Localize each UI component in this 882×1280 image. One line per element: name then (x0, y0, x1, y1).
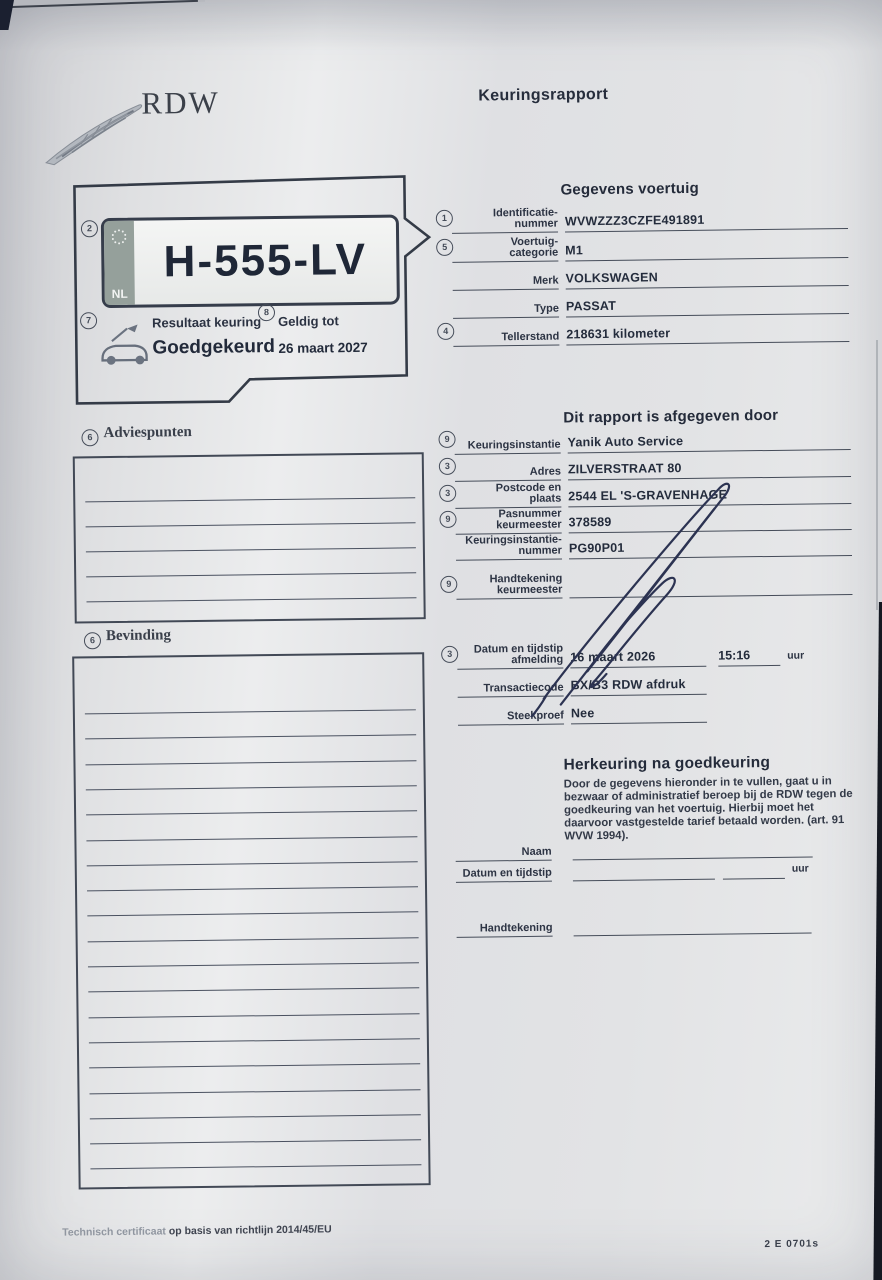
ruled-line (86, 810, 417, 815)
field-value: M1 (565, 240, 848, 261)
country-code: NL (111, 286, 128, 301)
field-value: 16 maart 2026 (570, 649, 706, 669)
badge-3: 3 (439, 458, 456, 475)
ruled-line (85, 497, 415, 502)
license-plate (101, 214, 400, 308)
ruled-line (86, 522, 416, 527)
ruled-line (87, 886, 418, 891)
field-value: PASSAT (566, 296, 849, 317)
field-row-steekproef (442, 685, 854, 726)
plate-number: H-555-LV (163, 234, 368, 287)
field-label: Postcode en plaats (455, 483, 561, 509)
findings-box (72, 652, 430, 1189)
valid-until-value: 26 maart 2027 (278, 339, 368, 356)
badge-5: 5 (436, 239, 453, 256)
field-label: Transactiecode (458, 682, 564, 698)
rdw-logo-text: RDW (141, 84, 220, 121)
badge-4: 4 (437, 323, 454, 340)
page-title: Keuringsrapport (478, 85, 609, 105)
field-row-handtekening (444, 897, 856, 938)
ruled-line (89, 1063, 420, 1068)
field-value: ZILVERSTRAAT 80 (568, 459, 851, 480)
eu-stars-icon (110, 228, 128, 246)
ruled-line (85, 709, 416, 714)
field-label: Keuringsinstantie (455, 439, 561, 455)
vehicle-section-heading: Gegevens voertuig (560, 179, 700, 199)
time-value: 15:16 (718, 648, 780, 667)
field-value: PG90P01 (569, 538, 852, 559)
issuer-section-heading: Dit rapport is afgegeven door (563, 406, 779, 427)
ruled-line (90, 1139, 421, 1144)
badge-7: 7 (80, 312, 97, 329)
field-label: Voertuig- categorie (452, 237, 558, 263)
field-label: Steekproef (458, 710, 564, 726)
field-value: 378589 (568, 512, 851, 533)
field-value: 2544 EL 'S-GRAVENHAGE (568, 486, 851, 507)
badge-6-findings: 6 (84, 632, 101, 649)
field-label: Pasnummer keurmeester (455, 509, 561, 535)
time-line (723, 864, 785, 880)
ruled-line (90, 1089, 421, 1094)
field-label: Tellerstand (453, 331, 559, 347)
field-label: Handtekening keurmeester (456, 574, 562, 600)
badge-3: 3 (441, 646, 458, 663)
time-unit: uur (787, 649, 805, 662)
badge-2: 2 (81, 220, 98, 237)
field-row-datum-tijdstip (444, 842, 856, 883)
ruled-line (87, 597, 417, 602)
ruled-line (86, 572, 416, 577)
badge-9: 9 (439, 511, 456, 528)
badge-8: 8 (258, 304, 275, 321)
ruled-line (85, 760, 416, 765)
ruled-line (86, 836, 417, 841)
ruled-line (86, 547, 416, 552)
field-value: VOLKSWAGEN (566, 268, 849, 289)
ruled-line (88, 937, 419, 942)
license-plate-country-band (104, 221, 135, 305)
field-label: Naam (456, 846, 552, 862)
paper-right-edge-shadow (876, 340, 878, 610)
ruled-line (88, 988, 419, 993)
ruled-line (89, 1013, 420, 1018)
reinspection-body: Door de gegevens hieronder in te vullen, gaat u in bezwaar of administratief beroep bij de RDW tegen de goedkeuring van het voertuig. Hierbij moet het daarvoor vastgestelde tarief betaald worden. (art. 91 WVW 1994). (563, 775, 853, 843)
ruled-line (90, 1165, 421, 1170)
reinspection-heading: Herkeuring na goedkeuring (563, 753, 771, 774)
valid-until-label: Geldig tot (278, 313, 339, 329)
field-value (573, 863, 715, 882)
ruled-line (85, 735, 416, 740)
ruled-line (87, 912, 418, 917)
field-row-keuringsinstantienummer (440, 520, 852, 561)
car-inspection-icon (96, 321, 155, 368)
rdw-logo-icon (41, 93, 152, 169)
field-label: Keuringsinstantie- nummer (456, 535, 562, 561)
form-code: 2 E 0701s (764, 1238, 820, 1251)
ruled-line (86, 785, 417, 790)
ruled-line (87, 861, 418, 866)
footer-certificate-text: Technisch certificaat op basis van richtlijn 2014/45/EU (62, 1223, 332, 1239)
badge-3: 3 (439, 485, 456, 502)
ruled-line (90, 1114, 421, 1119)
time-unit: uur (791, 862, 809, 875)
result-value: Goedgekeurd (152, 336, 276, 359)
advice-section-label: Adviespunten (103, 424, 192, 442)
findings-section-label: Bevinding (105, 627, 172, 645)
field-value: Nee (571, 705, 707, 725)
field-label: Handtekening (456, 922, 552, 938)
badge-9: 9 (438, 431, 455, 448)
ruled-line (89, 1038, 420, 1043)
field-row-handtekening-keurmeester (440, 559, 852, 600)
field-value (573, 916, 811, 936)
field-value: BX/B3 RDW afdruk (570, 677, 706, 697)
field-row-tellerstand (437, 306, 849, 347)
result-label: Resultaat keuring (152, 314, 262, 331)
field-label: Type (453, 303, 559, 319)
field-label: Adres (455, 466, 561, 482)
field-label: Datum en tijdstip (456, 867, 552, 883)
field-value: 218631 kilometer (566, 324, 849, 345)
badge-6-advice: 6 (81, 429, 98, 446)
field-label: Datum en tijdstip afmelding (457, 644, 563, 670)
field-label: Identificatie- nummer (452, 208, 558, 234)
ruled-line (88, 962, 419, 967)
badge-9: 9 (440, 576, 457, 593)
field-label: Merk (453, 275, 559, 291)
advice-box (73, 452, 426, 623)
signature-line (569, 578, 852, 598)
badge-1: 1 (436, 210, 453, 227)
field-value: Yanik Auto Service (568, 432, 851, 453)
field-value: WVWZZZ3CZFE491891 (565, 211, 848, 232)
